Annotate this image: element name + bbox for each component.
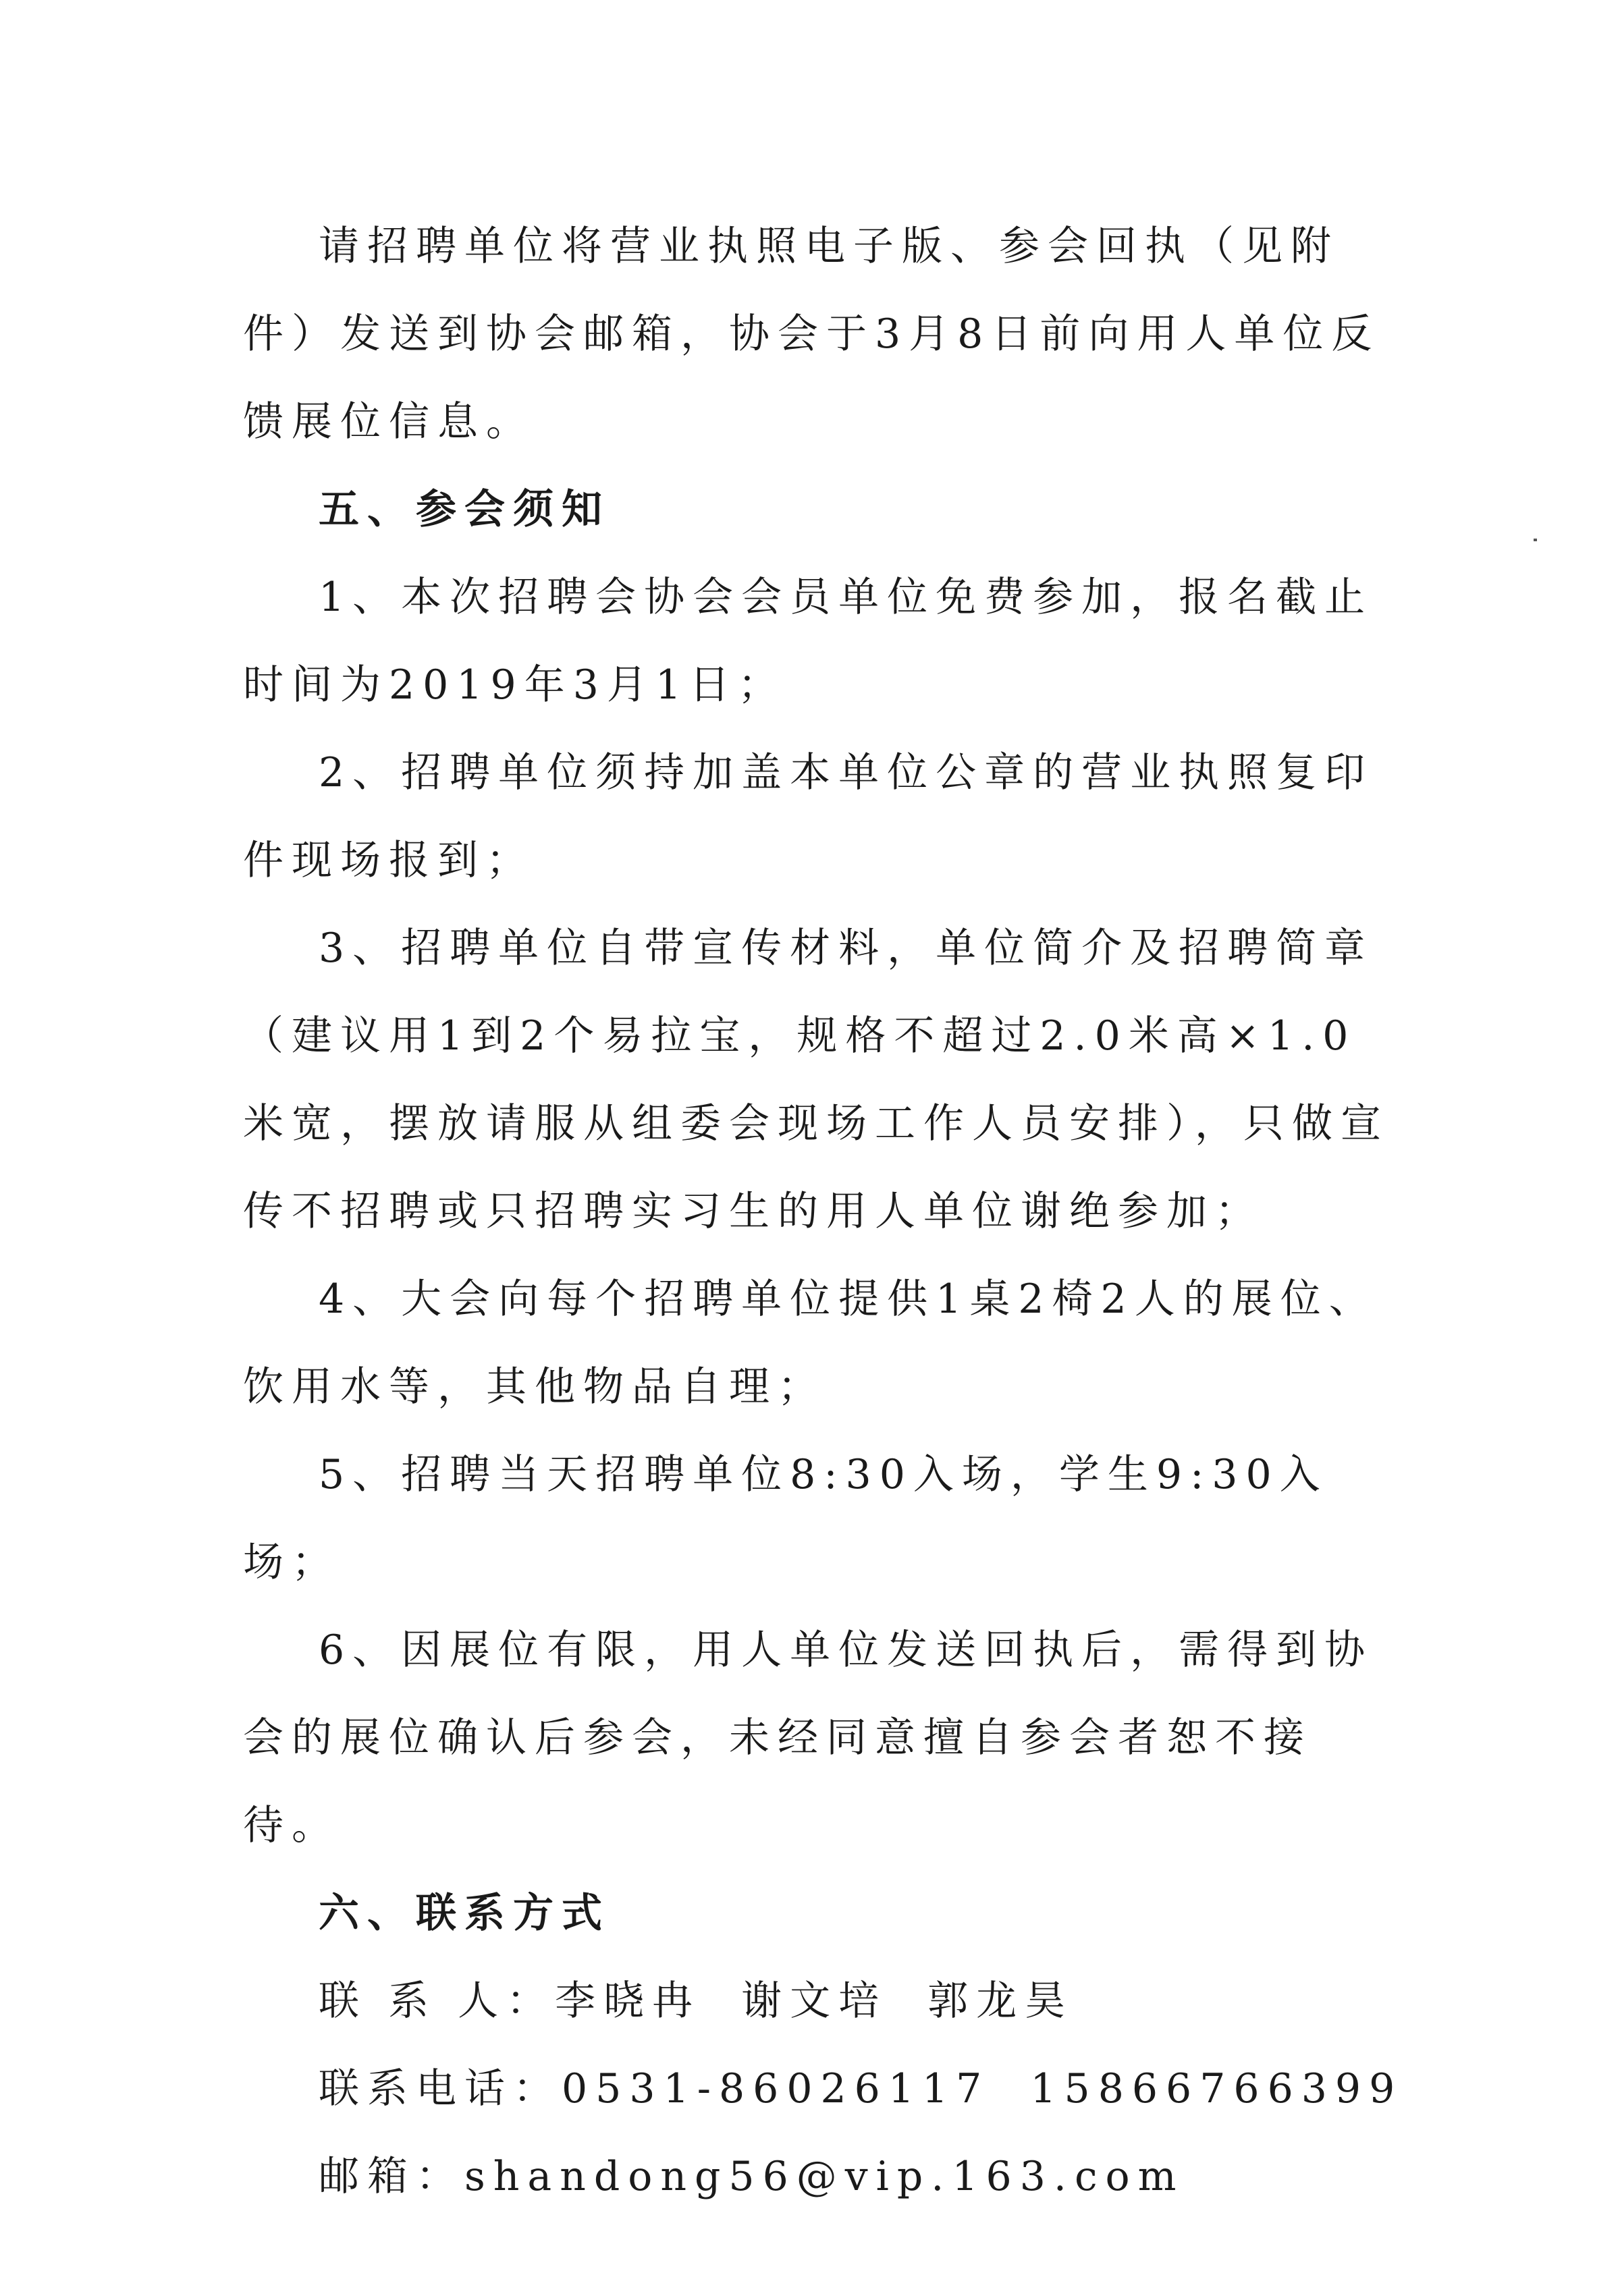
contact-phone: 0531-86026117 [562, 2065, 990, 2112]
contact-email: shandong56@vip.163.com [464, 2153, 1185, 2200]
intro-paragraph: 请招聘单位将营业执照电子版、参会回执（见附件）发送到协会邮箱，协会于3月8日前向用人单位反馈展位信息。 [243, 223, 1380, 445]
section5-item-2: 2、招聘单位须持加盖本单位公章的营业执照复印件现场报到； [243, 749, 1374, 884]
contact-email-line [243, 2133, 1390, 2220]
document-body [243, 202, 1403, 2220]
section5-item-3: 3、招聘单位自带宣传材料，单位简介及招聘简章（建议用1到2个易拉宝，规格不超过2.0米高×1.0米宽，摆放请服从组委会现场工作人员安排），只做宣传不招聘或只招聘实习生的用人单位谢绝参加； [243, 925, 1389, 1235]
contact-phone: 15866766399 [1030, 2065, 1403, 2112]
section5-item-4: 4、大会向每个招聘单位提供1桌2椅2人的展位、饮用水等，其他物品自理； [243, 1276, 1378, 1411]
contact-persons-label: 联 系 人： [319, 1977, 556, 2025]
scan-speck [1534, 539, 1537, 541]
contact-phone-line [243, 2045, 1403, 2133]
contact-phone-label: 联系电话： [319, 2065, 562, 2112]
section5-item-5: 5、招聘当天招聘单位8:30入场，学生9:30入场； [243, 1451, 1328, 1586]
contact-person: 郭龙昊 [927, 1977, 1074, 2025]
section5-item-6: 6、因展位有限，用人单位发送回执后，需得到协会的展位确认后参会，未经同意擅自参会者恕不接待。 [243, 1627, 1374, 1849]
contact-email-label: 邮箱： [319, 2153, 464, 2200]
contact-person: 谢文培 [741, 1977, 888, 2025]
section5-item-1: 1、本次招聘会协会会员单位免费参加，报名截止时间为2019年3月1日； [243, 574, 1374, 709]
section6-heading: 六、联系方式 [319, 1890, 610, 1937]
contact-person: 李晓冉 [555, 1977, 701, 2025]
contact-persons-line [243, 1957, 1390, 2045]
section5-heading: 五、参会须知 [319, 486, 610, 533]
